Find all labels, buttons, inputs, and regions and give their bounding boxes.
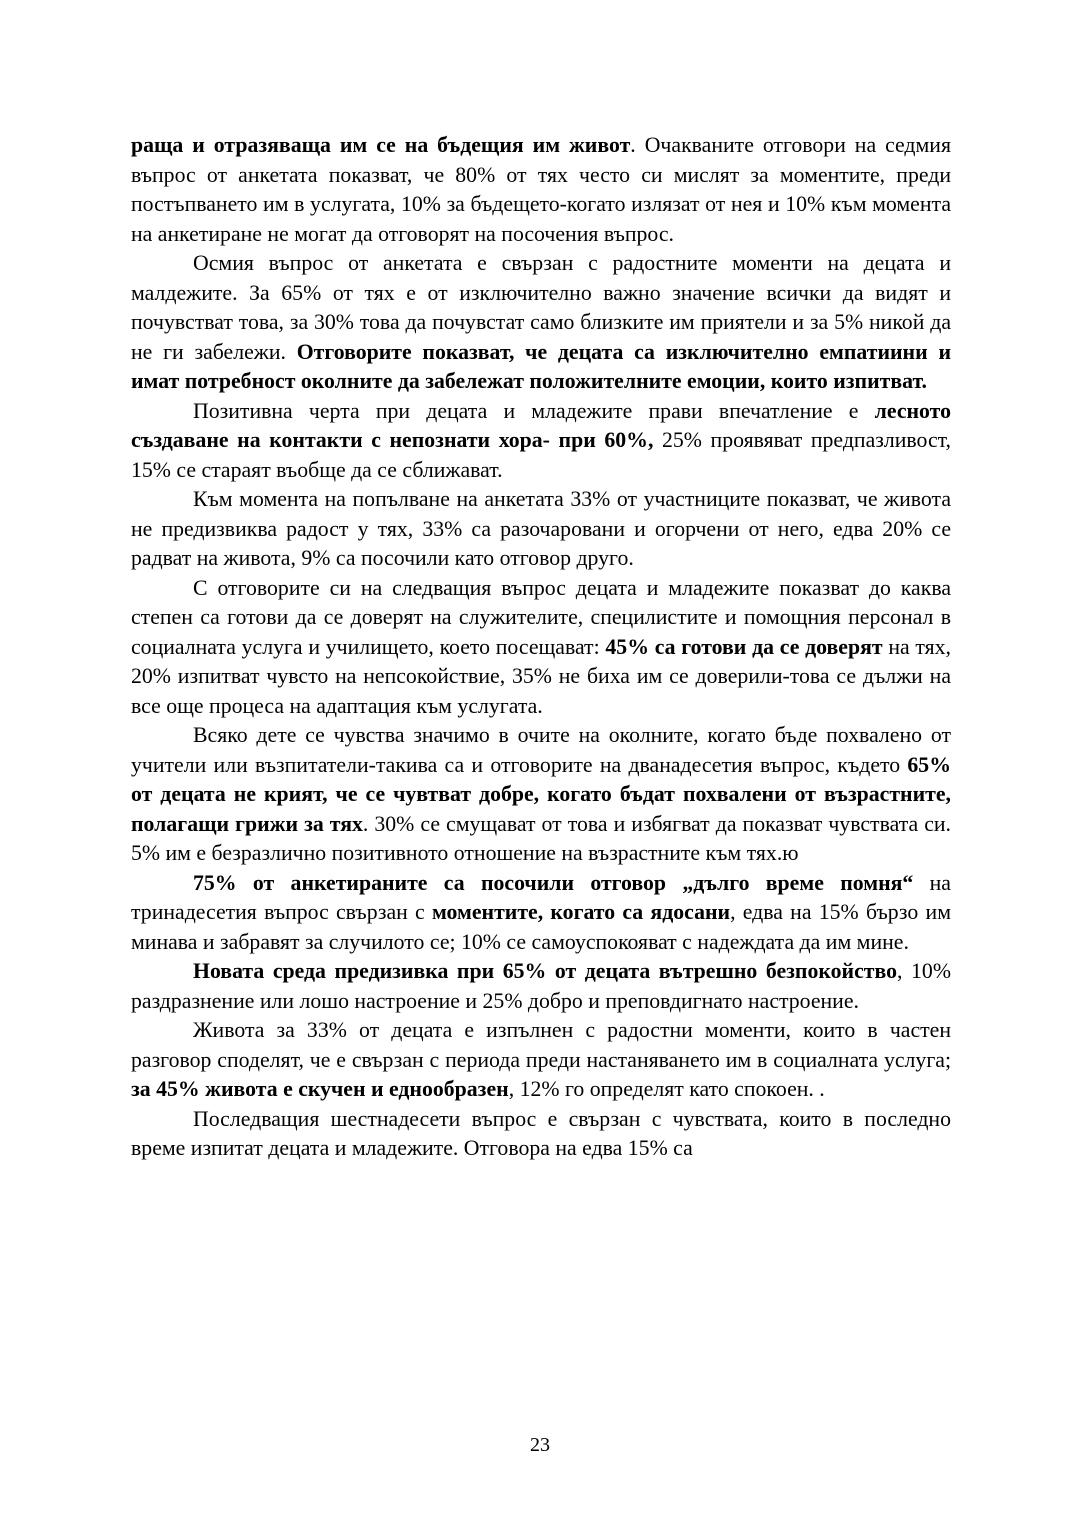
page-number: 23 <box>530 1434 550 1456</box>
bold-run: 65% от децата не крият, че се чувтват добре, когато бъдат похвалени от възрастните, полагащи грижи за тях <box>131 752 951 836</box>
text-run: , 12% го определят като спокоен. . <box>508 1077 825 1101</box>
paragraph <box>131 249 951 397</box>
text-run: Осмия въпрос от анкетата е свързан с радостните моменти на децата и малдежите. За 65% от тях е от изключително важно значение всички да видят и почувстват това, за 30% това да почувстат само близките им приятели и за 5% никой да не ги забележи. <box>131 251 951 364</box>
text-run: 25% проявяват предпазливост, 15% се стараят въобще да се сближават. <box>131 428 951 482</box>
paragraph <box>131 1016 951 1105</box>
paragraph <box>131 131 951 249</box>
bold-run: 75% от анкетираните са посочили отговор „дълго време помня“ <box>193 870 914 895</box>
bold-run: за 45% живота е скучен и еднообразен <box>131 1077 509 1101</box>
bold-run: раща и отразяваща им се на бъдещия им живот <box>131 133 631 157</box>
paragraph <box>131 485 951 574</box>
text-run: . Очакваните отговори на седмия въпрос от анкетата показват, че 80% от тях често си мислят за моментите, преди постъпването им в услугата, 10% за бъдещето-когато излязат от нея и 10% към момента на анкетиране не могат да отговорят на посочения въпрос. <box>131 133 951 246</box>
text-run: . 30% се смущават от това и избягват да показват чувствата си. 5% им е безразлично позитивното отношение на възрастните към тях.ю <box>131 811 951 865</box>
text-run: на тринадесетия въпрос свързан с <box>131 870 951 924</box>
paragraph <box>131 721 951 869</box>
text-run: , 10% раздразнение или лошо настроение и 25% добро и преповдигнато настроение. <box>131 959 951 1013</box>
text-run: С отговорите си на следващия въпрос децата и младежите показват до каква степен са готови да се доверят на служителите, специлистите и помощния персонал в социалната услуга и училището, което посещават: <box>131 575 951 659</box>
text-run: , едва на 15% бързо им минава и забравят за случилото се; 10% се самоуспокояват с надеждата да им мине. <box>131 900 951 954</box>
paragraph <box>131 1105 951 1164</box>
bold-run: 45% са готови да се доверят <box>605 634 883 659</box>
text-run: Към момента на попълване на анкетата 33% от участниците показват, че живота не предизвиква радост у тях, 33% са разочаровани и огорчени от него, едва 20% се радват на живота, 9% са посочили като отговор друго. <box>131 487 951 570</box>
bold-run: моментите, когато са ядосани <box>431 900 731 924</box>
text-run: на тях, 20% изпитват чувсто на непсокойствие, 35% не биха им се доверили-това се дължи на все още процеса на адаптация към услугата. <box>131 634 952 718</box>
bold-run: Отговорите показват, че децата са изключително емпатиини и имат потребност околните да забележат положителните емоции, които изпитват. <box>131 339 951 393</box>
body-text <box>131 131 951 1164</box>
text-run: Позитивна черта при децата и младежите прави впечатление е <box>193 398 875 423</box>
paragraph <box>131 957 951 1016</box>
bold-run: Новата среда предизивка при 65% от децата вътрешно безпокойство <box>193 959 898 983</box>
text-run: Всяко дете се чувства значимо в очите на околните, когато бъде похвалено от учители или възпитатели-такива са и отговорите на дванадесетия въпрос, където <box>131 723 951 777</box>
paragraph <box>131 574 951 722</box>
bold-run: лесното създаване на контакти с непознати хора- при 60%, <box>131 398 951 452</box>
text-run: Живота за 33% от децата е изпълнен с радостни моменти, които в частен разговор споделят, че е свързан с периода преди настаняването им в социалната услуга; <box>131 1018 951 1072</box>
text-run: Последващия шестнадесети въпрос е свързан с чувствата, които в последно време изпитат децата и младежите. Отговора на едва 15% са <box>131 1106 951 1160</box>
paragraph <box>131 869 951 958</box>
paragraph <box>131 397 951 486</box>
